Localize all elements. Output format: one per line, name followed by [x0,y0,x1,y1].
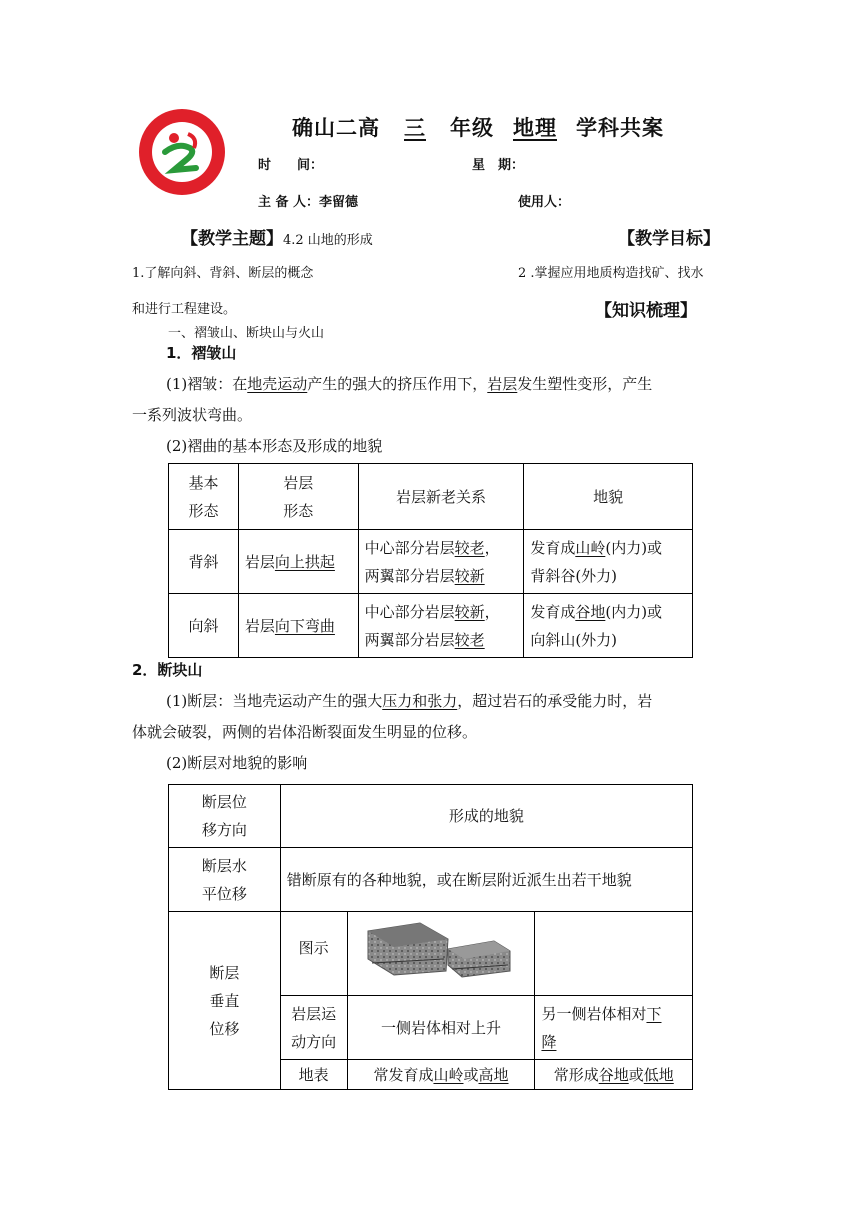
grade-blank: 三 [404,116,426,140]
table-cell: 常形成谷地或低地 [535,1060,693,1090]
table-cell: 中心部分岩层较老， 两翼部分岩层较新 [358,530,524,594]
school-logo-icon [138,108,226,196]
table-cell: 发育成山岭(内力)或 背斜谷(外力) [524,530,693,594]
subject-blank: 地理 [513,116,557,140]
subject-suffix: 学科共案 [576,116,664,140]
header-cell: 基本 形态 [169,464,239,530]
table-cell: 岩层向下弯曲 [238,594,358,658]
fault-table [168,784,693,1090]
topic-text: 4.2 山地的形成 [283,233,373,248]
table-cell: 地表 [280,1060,347,1090]
time-label: 时 间： [258,158,324,173]
table-cell: 发育成谷地(内力)或 向斜山(外力) [524,594,693,658]
header-cell: 岩层新老关系 [358,464,524,530]
user-label: 使用人： [518,195,571,210]
fold-paragraph-1-cont: 一系列波状弯曲。 [132,406,253,424]
school-name: 确山二高 [292,116,380,140]
fold-paragraph-2: (2)褶曲的基本形态及形成的地貌 [166,437,383,455]
table-cell: 岩层运 动方向 [280,996,347,1060]
table-cell: 错断原有的各种地貌，或在断层附近派生出若干地貌 [280,848,692,912]
table-cell-empty [535,912,693,996]
table-row [169,912,693,996]
page-title [292,112,664,142]
goal-1: 1.了解向斜、背斜、断层的概念 [132,266,314,281]
table-cell: 断层水 平位移 [169,848,281,912]
table-cell: 岩层向上拱起 [238,530,358,594]
fold-title: 1．褶皱山 [166,344,237,362]
table-cell: 图示 [280,912,347,996]
table-row [169,785,693,848]
preparer-label: 主 备 人：李留德 [258,195,359,210]
fault-paragraph-1: (1)断层：当地壳运动产生的强大压力和张力，超过岩石的承受能力时，岩 [166,692,653,710]
goal-2: 2 .掌握应用地质构造找矿、找水 [518,266,704,281]
table-cell: 一侧岩体相对上升 [347,996,535,1060]
fold-table [168,463,693,658]
table-row [169,594,693,658]
goal-2-cont: 和进行工程建设。 [132,302,237,317]
table-row [169,530,693,594]
fault-title: 2．断块山 [132,661,203,679]
topic-line [181,224,373,249]
table-cell: 中心部分岩层较新， 两翼部分岩层较老 [358,594,524,658]
weekday-label: 星 期： [472,158,525,173]
fold-paragraph-1: (1)褶皱：在地壳运动产生的强大的挤压作用下，岩层发生塑性变形，产生 [166,375,653,393]
knowledge-heading: 【知识梳理】 [595,301,697,321]
goals-heading: 【教学目标】 [618,229,720,249]
header-cell: 岩层 形态 [238,464,358,530]
table-cell: 断层 垂直 位移 [169,912,281,1090]
table-row [169,464,693,530]
fault-paragraph-2: (2)断层对地貌的影响 [166,754,308,772]
fault-paragraph-1-cont: 体就会破裂，两侧的岩体沿断裂面发生明显的位移。 [132,723,478,741]
table-row [169,848,693,912]
header-cell: 断层位 移方向 [169,785,281,848]
topic-heading: 【教学主题】 [181,229,283,249]
table-cell: 常发育成山岭或高地 [347,1060,535,1090]
header-cell: 地貌 [524,464,693,530]
table-cell: 背斜 [169,530,239,594]
table-cell: 向斜 [169,594,239,658]
grade-suffix: 年级 [450,116,494,140]
header-cell: 形成的地貌 [280,785,692,848]
table-cell: 另一侧岩体相对下 降 [535,996,693,1060]
fault-block-diagram-icon [347,912,535,996]
section-1-title: 一、褶皱山、断块山与火山 [168,326,325,341]
